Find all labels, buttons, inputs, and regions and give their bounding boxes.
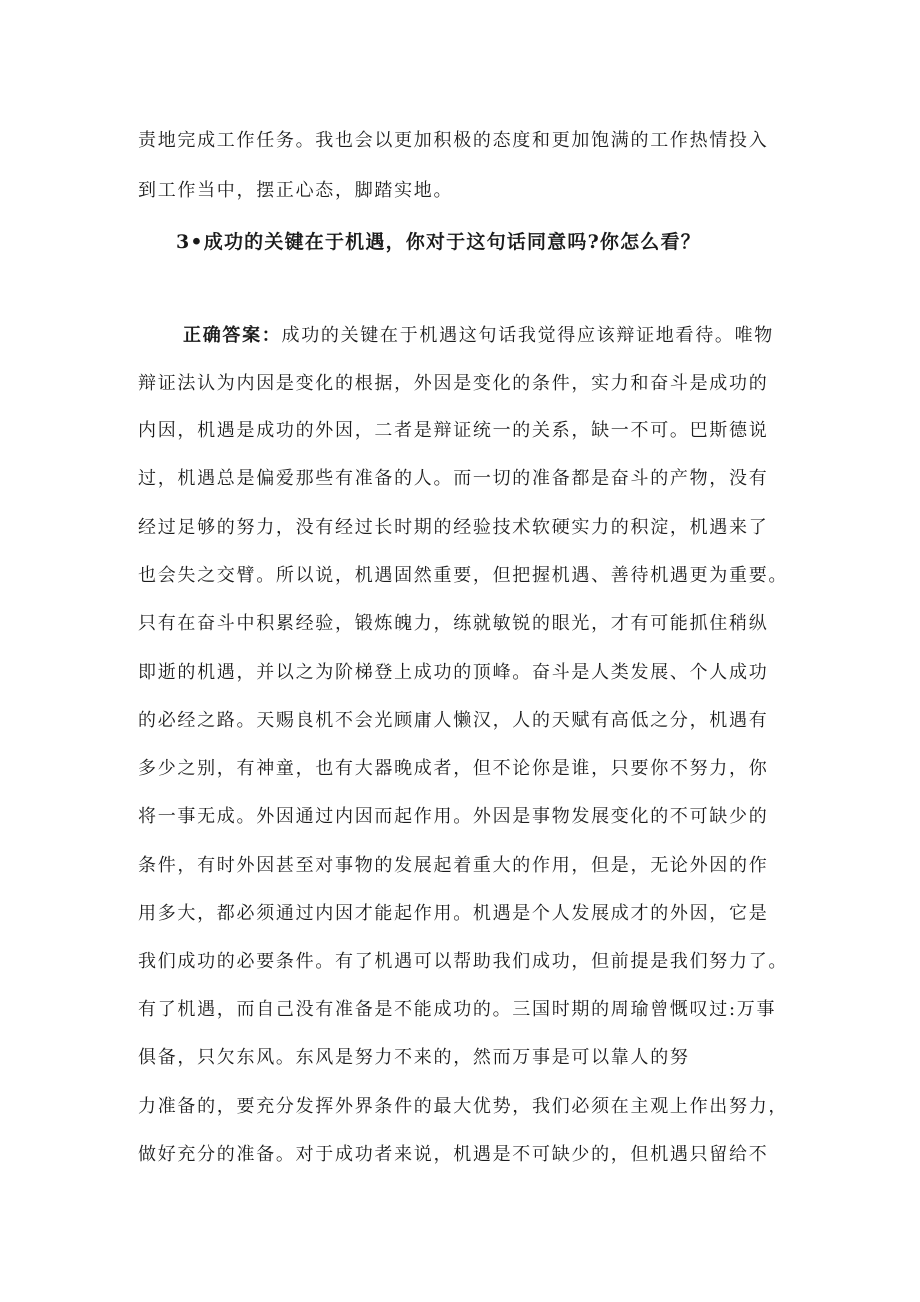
answer-line: 力准备的，要充分发挥外界条件的最大优势，我们必须在主观上作出努力， (138, 1096, 789, 1117)
answer-line: 条件，有时外因甚至对事物的发展起着重大的作用，但是，无论外因的作 (138, 855, 769, 876)
answer-line: 也会失之交臂。所以说，机遇固然重要，但把握机遇、善待机遇更为重要。 (138, 565, 789, 586)
answer-line: 经过足够的努力，没有经过长时期的经验技术软硬实力的积淀，机遇来了 (138, 517, 769, 538)
answer-line: 多少之别，有神童，也有大器晚成者，但不论你是谁，只要你不努力，你 (138, 758, 769, 779)
answer-line: 辩证法认为内因是变化的根据，外因是变化的条件，实力和奋斗是成功的 (138, 373, 769, 394)
intro-line: 责地完成工作任务。我也会以更加积极的态度和更加饱满的工作热情投入 (138, 130, 769, 151)
answer-first-line (183, 324, 774, 348)
answer-label: 正确答案： (183, 325, 282, 346)
answer-line: 有了机遇，而自己没有准备是不能成功的。三国时期的周瑜曾慨叹过:万事 (138, 999, 777, 1020)
answer-line: 用多大，都必须通过内因才能起作用。机遇是个人发展成才的外因，它是 (138, 903, 769, 924)
answer-line: 我们成功的必要条件。有了机遇可以帮助我们成功，但前提是我们努力了。 (138, 951, 789, 972)
answer-first-text: 成功的关键在于机遇这句话我觉得应该辩证地看待。唯物 (281, 325, 774, 346)
answer-line: 俱备，只欠东风。东风是努力不来的，然而万事是可以靠人的努 (138, 1047, 690, 1068)
answer-line: 只有在奋斗中积累经验，锻炼魄力，练就敏锐的眼光，才有可能抓住稍纵 (138, 613, 769, 634)
answer-line: 做好充分的准备。对于成功者来说，机遇是不可缺少的，但机遇只留给不 (138, 1144, 769, 1165)
answer-line: 内因，机遇是成功的外因，二者是辩证统一的关系，缺一不可。巴斯德说 (138, 420, 769, 441)
question-heading: 3•成功的关键在于机遇，你对于这句话同意吗?你怎么看？ (176, 231, 701, 253)
answer-line: 即逝的机遇，并以之为阶梯登上成功的顶峰。奋斗是人类发展、个人成功 (138, 662, 769, 683)
answer-line: 过，机遇总是偏爱那些有准备的人。而一切的准备都是奋斗的产物，没有 (138, 468, 769, 489)
intro-line: 到工作当中，摆正心态，脚踏实地。 (138, 180, 454, 201)
answer-line: 的必经之路。天赐良机不会光顾庸人懒汉，人的天赋有高低之分，机遇有 (138, 710, 769, 731)
answer-line: 将一事无成。外因通过内因而起作用。外因是事物发展变化的不可缺少的 (138, 806, 769, 827)
